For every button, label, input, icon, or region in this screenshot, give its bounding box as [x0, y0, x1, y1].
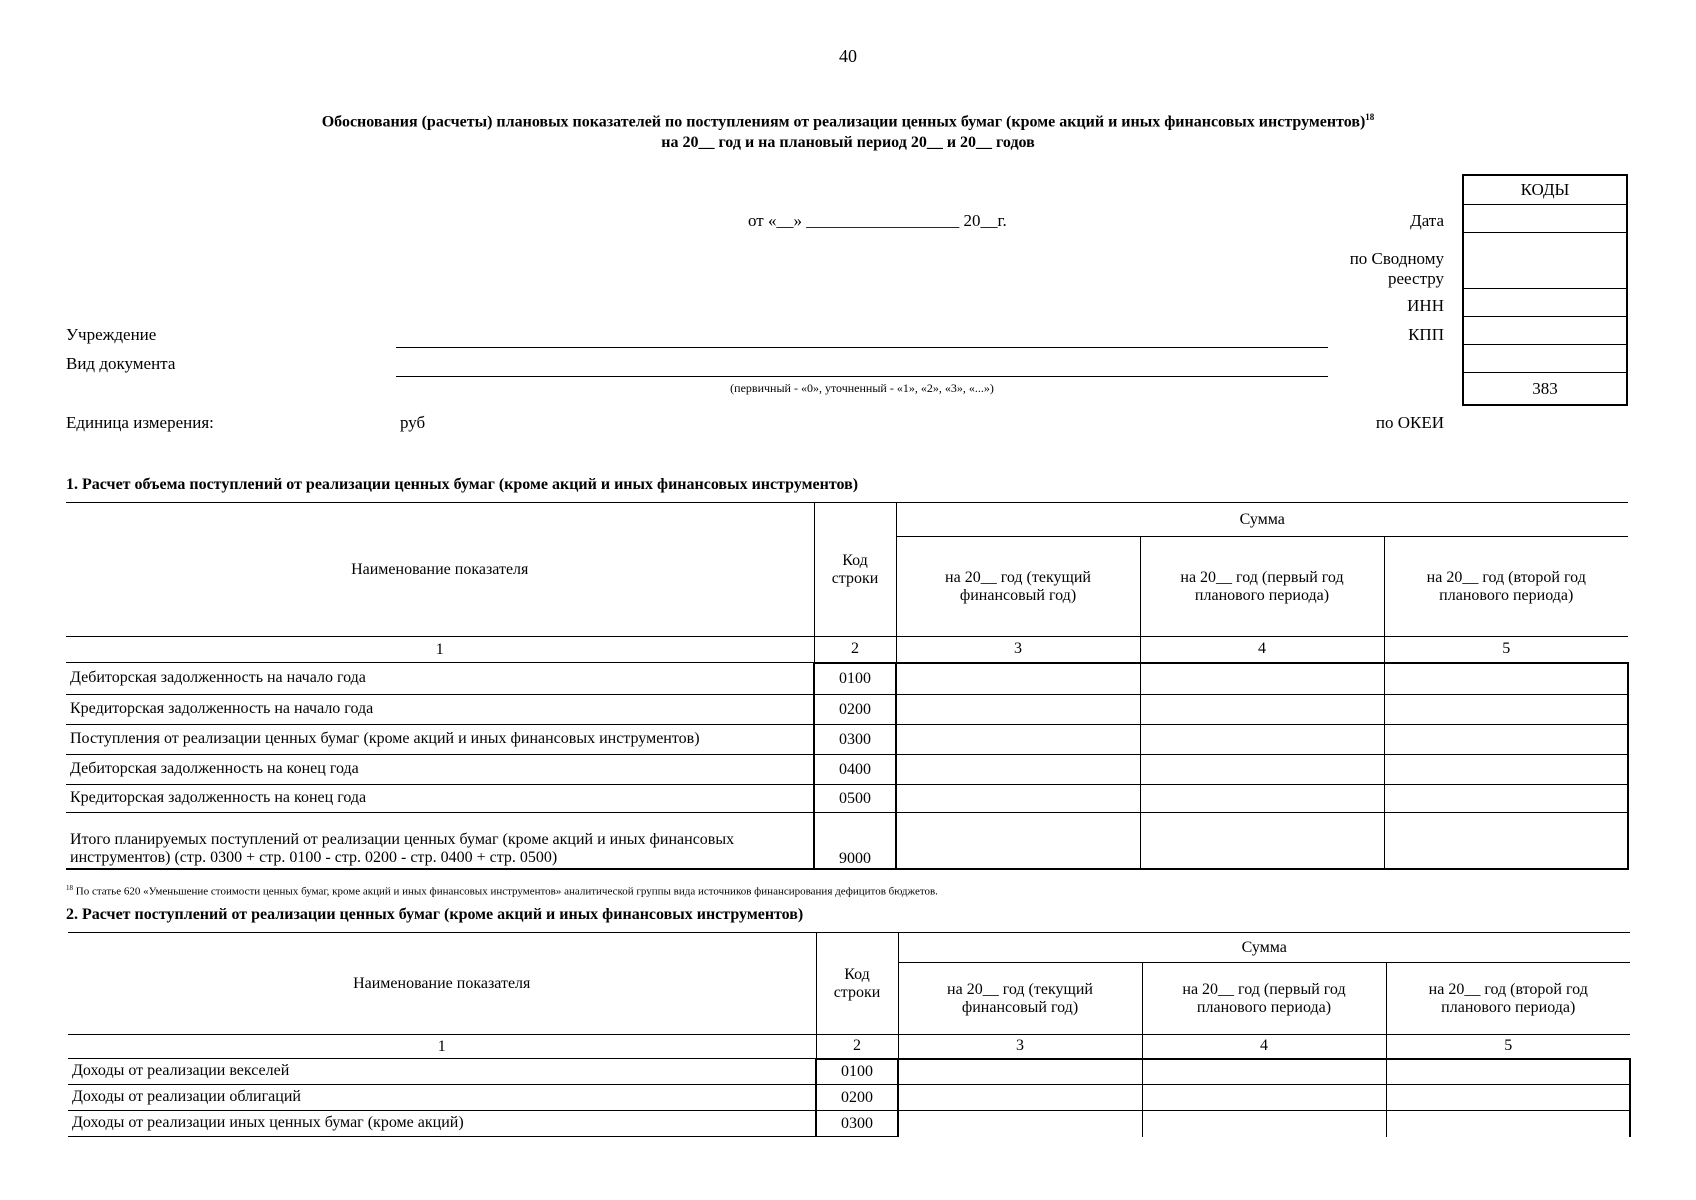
t2-cell-col3[interactable] — [898, 1059, 1142, 1085]
institution-line[interactable] — [396, 347, 1328, 348]
t1-cell-col3[interactable] — [896, 755, 1140, 785]
t1-head-col5: на 20__ год (второй год планового периода) — [1384, 537, 1628, 637]
t1-cell-col5[interactable] — [1384, 725, 1628, 755]
t1-row — [66, 785, 1628, 813]
t2-cell-col5[interactable] — [1386, 1111, 1630, 1137]
t1-head-code: Код строки — [814, 503, 896, 637]
table1 — [66, 502, 1629, 870]
t1-cell-col3[interactable] — [896, 663, 1140, 695]
t1-row-code: 0500 — [814, 785, 896, 813]
label-kpp: КПП — [1408, 325, 1444, 344]
t1-cell-col5[interactable] — [1384, 813, 1628, 869]
label-inn: ИНН — [1407, 296, 1444, 315]
t2-row — [68, 1059, 1630, 1085]
t1-row-code: 0200 — [814, 695, 896, 725]
t2-num-5: 5 — [1386, 1035, 1630, 1059]
footnote-mark: 18 — [1365, 112, 1375, 122]
t1-row-code: 0400 — [814, 755, 896, 785]
code-inn-cell[interactable] — [1464, 288, 1626, 316]
doc-type-line[interactable] — [396, 376, 1328, 377]
t1-num-1: 1 — [66, 637, 814, 663]
t1-row — [66, 663, 1628, 695]
label-registry-1: по Сводному — [1349, 249, 1444, 268]
t2-num-3: 3 — [898, 1035, 1142, 1059]
t2-row-code: 0100 — [816, 1059, 898, 1085]
t1-row-code: 0100 — [814, 663, 896, 695]
t2-cell-col3[interactable] — [898, 1085, 1142, 1111]
t1-row-name: Дебиторская задолженность на конец года — [66, 755, 814, 785]
label-okei: по ОКЕИ — [1375, 413, 1444, 432]
t2-cell-col5[interactable] — [1386, 1085, 1630, 1111]
t1-cell-col4[interactable] — [1140, 663, 1384, 695]
label-institution: Учреждение — [66, 325, 157, 344]
t1-cell-col3[interactable] — [896, 785, 1140, 813]
doc-type-note: (первичный - «0», уточненный - «1», «2», «3», «...») — [730, 381, 994, 395]
t1-cell-col4[interactable] — [1140, 755, 1384, 785]
t1-cell-col4[interactable] — [1140, 813, 1384, 869]
t1-head-sum: Сумма — [896, 503, 1628, 537]
t2-cell-col4[interactable] — [1142, 1111, 1386, 1137]
t1-row-name: Итого планируемых поступлений от реализации ценных бумаг (кроме акций и иных финансовых инструментов) (стр. 0300 + стр. 0100 - стр. 0200 - стр. 0400 + стр. 0500) — [66, 813, 814, 869]
t1-row-name: Поступления от реализации ценных бумаг (кроме акций и иных финансовых инструментов) — [66, 725, 814, 755]
t1-cell-col5[interactable] — [1384, 785, 1628, 813]
t1-row-name: Кредиторская задолженность на начало года — [66, 695, 814, 725]
t1-cell-col5[interactable] — [1384, 755, 1628, 785]
t1-cell-col4[interactable] — [1140, 785, 1384, 813]
table2-title: 2. Расчет поступлений от реализации ценных бумаг (кроме акций и иных финансовых инструментов) — [66, 906, 804, 923]
date-line: от «__» __________________ 20__г. — [748, 211, 1007, 230]
t1-head-name: Наименование показателя — [66, 503, 814, 637]
t1-row — [66, 755, 1628, 785]
t1-cell-col3[interactable] — [896, 813, 1140, 869]
codes-header: КОДЫ — [1520, 180, 1570, 199]
t2-cell-col3[interactable] — [898, 1111, 1142, 1137]
t2-row — [68, 1085, 1630, 1111]
t1-num-4: 4 — [1140, 637, 1384, 663]
form-title — [0, 112, 1696, 131]
label-unit: Единица измерения: — [66, 413, 214, 432]
t1-row — [66, 725, 1628, 755]
footnote-mark-bottom: 18 — [66, 884, 73, 892]
unit-value: руб — [400, 413, 426, 432]
t1-row-name: Дебиторская задолженность на начало года — [66, 663, 814, 695]
label-registry-2: реестру — [1388, 269, 1444, 288]
t2-cell-col4[interactable] — [1142, 1059, 1386, 1085]
t1-cell-col3[interactable] — [896, 725, 1140, 755]
label-date: Дата — [1410, 211, 1444, 230]
code-registry-cell[interactable] — [1464, 232, 1626, 288]
footnote — [66, 884, 938, 898]
footnote-text: По статье 620 «Уменьшение стоимости ценных бумаг, кроме акций и иных финансовых инструментов» аналитической группы вида источников финансирования дефицитов бюджетов. — [75, 885, 938, 898]
t1-row-code: 9000 — [814, 813, 896, 869]
table1-title: 1. Расчет объема поступлений от реализации ценных бумаг (кроме акций и иных финансовых инструментов) — [66, 476, 859, 493]
t1-num-2: 2 — [814, 637, 896, 663]
t1-row — [66, 813, 1628, 869]
t2-head-col5: на 20__ год (второй год планового периода) — [1386, 963, 1630, 1035]
form-subtitle: на 20__ год и на плановый период 20__ и 20__ годов — [661, 134, 1035, 151]
label-doc-type: Вид документа — [66, 354, 176, 373]
code-doctype-cell[interactable] — [1464, 344, 1626, 372]
t1-row — [66, 695, 1628, 725]
code-date-cell[interactable] — [1464, 204, 1626, 232]
table2 — [68, 932, 1631, 1137]
t2-head-col3: на 20__ год (текущий финансовый год) — [898, 963, 1142, 1035]
t2-row-name: Доходы от реализации иных ценных бумаг (кроме акций) — [68, 1111, 816, 1137]
t2-row-name: Доходы от реализации векселей — [68, 1059, 816, 1085]
t1-cell-col5[interactable] — [1384, 663, 1628, 695]
t2-num-2: 2 — [816, 1035, 898, 1059]
page-number: 40 — [839, 46, 857, 66]
code-okei-cell: 383 — [1464, 372, 1626, 404]
t1-num-5: 5 — [1384, 637, 1628, 663]
t2-head-code: Код строки — [816, 933, 898, 1035]
form-title-text: Обоснования (расчеты) плановых показателей по поступлениям от реализации ценных бумаг (кроме акций и иных финансовых инструментов) — [321, 113, 1366, 131]
t2-cell-col4[interactable] — [1142, 1085, 1386, 1111]
t2-head-sum: Сумма — [898, 933, 1630, 963]
t1-row-code: 0300 — [814, 725, 896, 755]
t2-row-code: 0300 — [816, 1111, 898, 1137]
t1-cell-col3[interactable] — [896, 695, 1140, 725]
t2-cell-col5[interactable] — [1386, 1059, 1630, 1085]
t1-num-3: 3 — [896, 637, 1140, 663]
t2-head-col4: на 20__ год (первый год планового периода) — [1142, 963, 1386, 1035]
t2-row — [68, 1111, 1630, 1137]
t2-row-name: Доходы от реализации облигаций — [68, 1085, 816, 1111]
t1-head-col4: на 20__ год (первый год планового периода) — [1140, 537, 1384, 637]
t1-cell-col4[interactable] — [1140, 725, 1384, 755]
t1-row-name: Кредиторская задолженность на конец года — [66, 785, 814, 813]
t1-cell-col5[interactable] — [1384, 695, 1628, 725]
t2-head-name: Наименование показателя — [68, 933, 816, 1035]
t2-row-code: 0200 — [816, 1085, 898, 1111]
t1-head-col3: на 20__ год (текущий финансовый год) — [896, 537, 1140, 637]
t1-cell-col4[interactable] — [1140, 695, 1384, 725]
t2-num-4: 4 — [1142, 1035, 1386, 1059]
code-kpp-cell[interactable] — [1464, 316, 1626, 344]
codes-box — [1462, 174, 1628, 406]
t2-num-1: 1 — [68, 1035, 816, 1059]
